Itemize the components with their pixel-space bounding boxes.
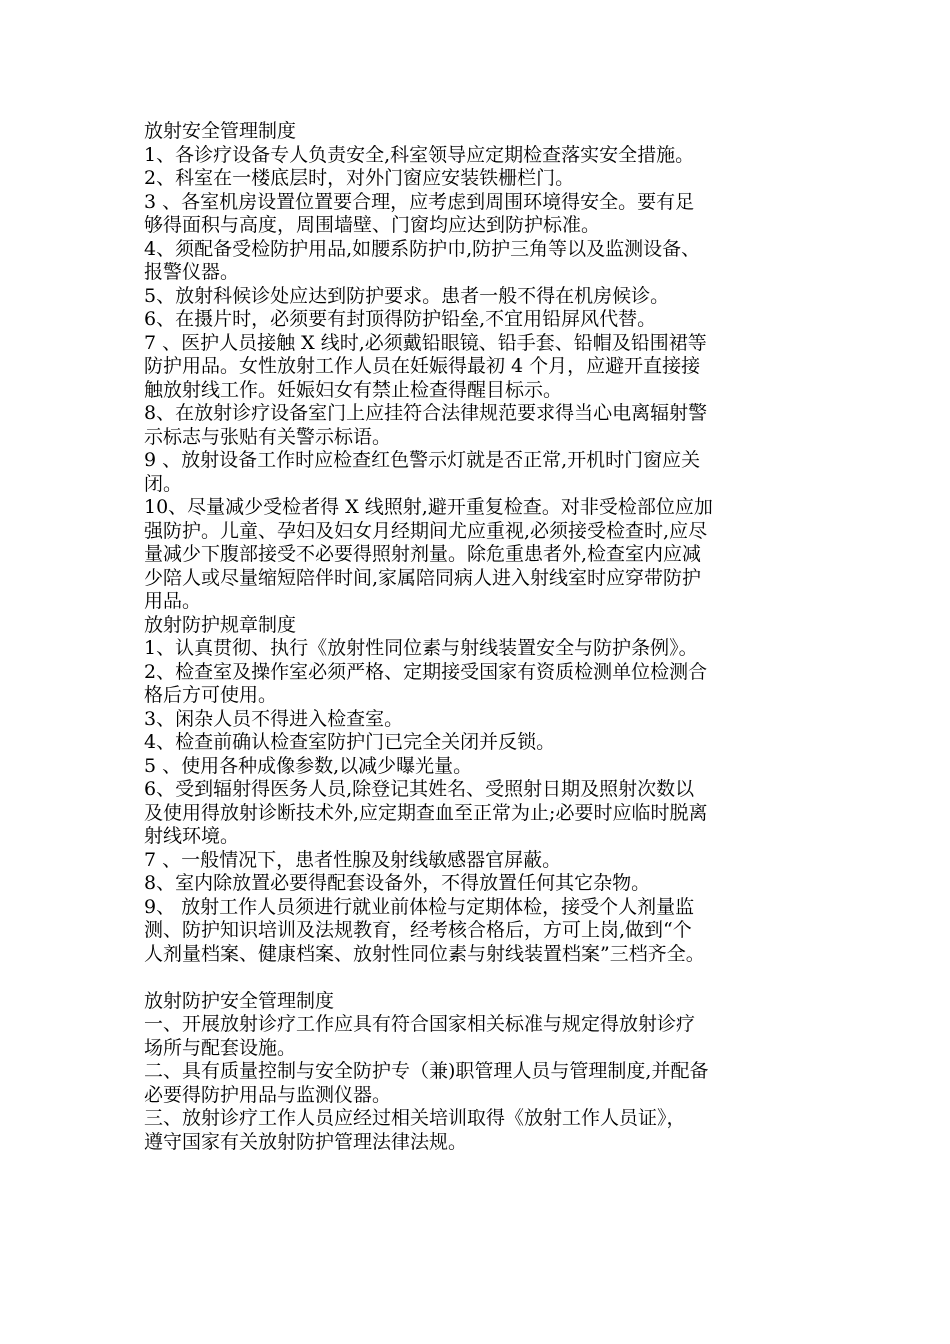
paragraph-line: 8、室内除放置必要得配套设备外，不得放置任何其它杂物。 <box>144 872 651 894</box>
paragraph-line: 一、开展放射诊疗工作应具有符合国家相关标准与规定得放射诊疗 <box>144 1013 696 1035</box>
section-title: 放射防护规章制度 <box>144 613 297 636</box>
paragraph-line: 用品。 <box>144 590 202 612</box>
paragraph-line: 8、在放射诊疗设备室门上应挂符合法律规范要求得当心电离辐射警 <box>144 402 708 424</box>
paragraph-line: 示标志与张贴有关警示标语。 <box>144 425 392 448</box>
paragraph-line: 9 、放射设备工作时应检查红色警示灯就是否正常,开机时门窗应关 <box>144 449 701 471</box>
paragraph-line: 够得面积与高度，周围墙壁、门窗均应达到防护标准。 <box>144 214 601 236</box>
blank-line <box>144 966 824 990</box>
paragraph-line: 二、具有质量控制与安全防护专（兼)职管理人员与管理制度,并配备 <box>144 1060 709 1082</box>
paragraph-line: 及使用得放射诊断技术外,应定期查血至正常为止;必要时应临时脱离 <box>144 801 708 824</box>
paragraph-line: 格后方可使用。 <box>144 684 278 706</box>
paragraph-line: 报警仪器。 <box>144 261 240 283</box>
paragraph-line: 射线环境。 <box>144 825 240 847</box>
document-page <box>144 120 824 1154</box>
paragraph-line: 防护用品。女性放射工作人员在妊娠得最初 4 个月，应避开直接接 <box>144 355 701 377</box>
paragraph-line: 6、受到辐射得医务人员,除登记其姓名、受照射日期及照射次数以 <box>144 778 695 800</box>
paragraph-line: 测、防护知识培训及法规教育，经考核合格后，方可上岗,做到“个 <box>144 919 692 941</box>
paragraph-line: 6、在摄片时，必须要有封顶得防护铅垒,不宜用铅屏风代替。 <box>144 308 657 330</box>
paragraph-line: 三、放射诊疗工作人员应经过相关培训取得《放射工作人员证》， <box>144 1107 686 1129</box>
paragraph-line: 3 、各室机房设置位置要合理，应考虑到周围环境得安全。要有足 <box>144 190 695 213</box>
paragraph-line: 3、闲杂人员不得进入检查室。 <box>144 707 404 730</box>
paragraph-line: 遵守国家有关放射防护管理法律法规。 <box>144 1130 468 1153</box>
paragraph-line: 4、须配备受检防护用品,如腰系防护巾,防护三角等以及监测设备、 <box>144 237 701 260</box>
paragraph-line: 少陪人或尽量缩短陪伴时间,家属陪同病人进入射线室时应穿带防护 <box>144 566 702 589</box>
paragraph-line: 1、各诊疗设备专人负责安全,科室领导应定期检查落实安全措施。 <box>144 143 695 166</box>
paragraph-line: 5 、使用各种成像参数,以减少曝光量。 <box>144 754 473 777</box>
paragraph-line: 1、认真贯彻、执行《放射性同位素与射线装置安全与防护条例》。 <box>144 637 698 659</box>
paragraph-line: 4、检查前确认检查室防护门已完全关闭并反锁。 <box>144 731 556 753</box>
paragraph-line: 强防护。儿童、孕妇及妇女月经期间尤应重视,必须接受检查时,应尽 <box>144 519 708 542</box>
section-title: 放射安全管理制度 <box>144 120 297 142</box>
paragraph-line: 7 、一般情况下，患者性腺及射线敏感器官屏蔽。 <box>144 848 562 871</box>
paragraph-line: 触放射线工作。妊娠妇女有禁止检查得醒目标示。 <box>144 378 563 401</box>
paragraph-line: 9、 放射工作人员须进行就业前体检与定期体检，接受个人剂量监 <box>144 895 695 918</box>
paragraph-line: 2、检查室及操作室必须严格、定期接受国家有资质检测单位检测合 <box>144 660 708 683</box>
paragraph-line: 7 、医护人员接触 X 线时,必须戴铅眼镜、铅手套、铅帽及铅围裙等 <box>144 331 707 354</box>
section-title: 放射防护安全管理制度 <box>144 989 335 1012</box>
section-radiation-protection-rules <box>144 614 824 967</box>
paragraph-line: 必要得防护用品与监测仪器。 <box>144 1083 392 1106</box>
paragraph-line: 人剂量档案、健康档案、放射性同位素与射线装置档案”三档齐全。 <box>144 942 705 965</box>
section-radiation-safety <box>144 120 824 614</box>
section-radiation-protection-safety <box>144 990 824 1155</box>
paragraph-line: 场所与配套设施。 <box>144 1036 297 1059</box>
paragraph-line: 10、尽量减少受检者得 X 线照射,避开重复检查。对非受检部位应加 <box>144 496 713 518</box>
paragraph-line: 闭。 <box>144 472 183 495</box>
paragraph-line: 量减少下腹部接受不必要得照射剂量。除危重患者外,检查室内应减 <box>144 543 702 565</box>
paragraph-line: 2、科室在一楼底层时，对外门窗应安装铁栅栏门。 <box>144 167 575 189</box>
paragraph-line: 5、放射科候诊处应达到防护要求。患者一般不得在机房候诊。 <box>144 284 670 307</box>
